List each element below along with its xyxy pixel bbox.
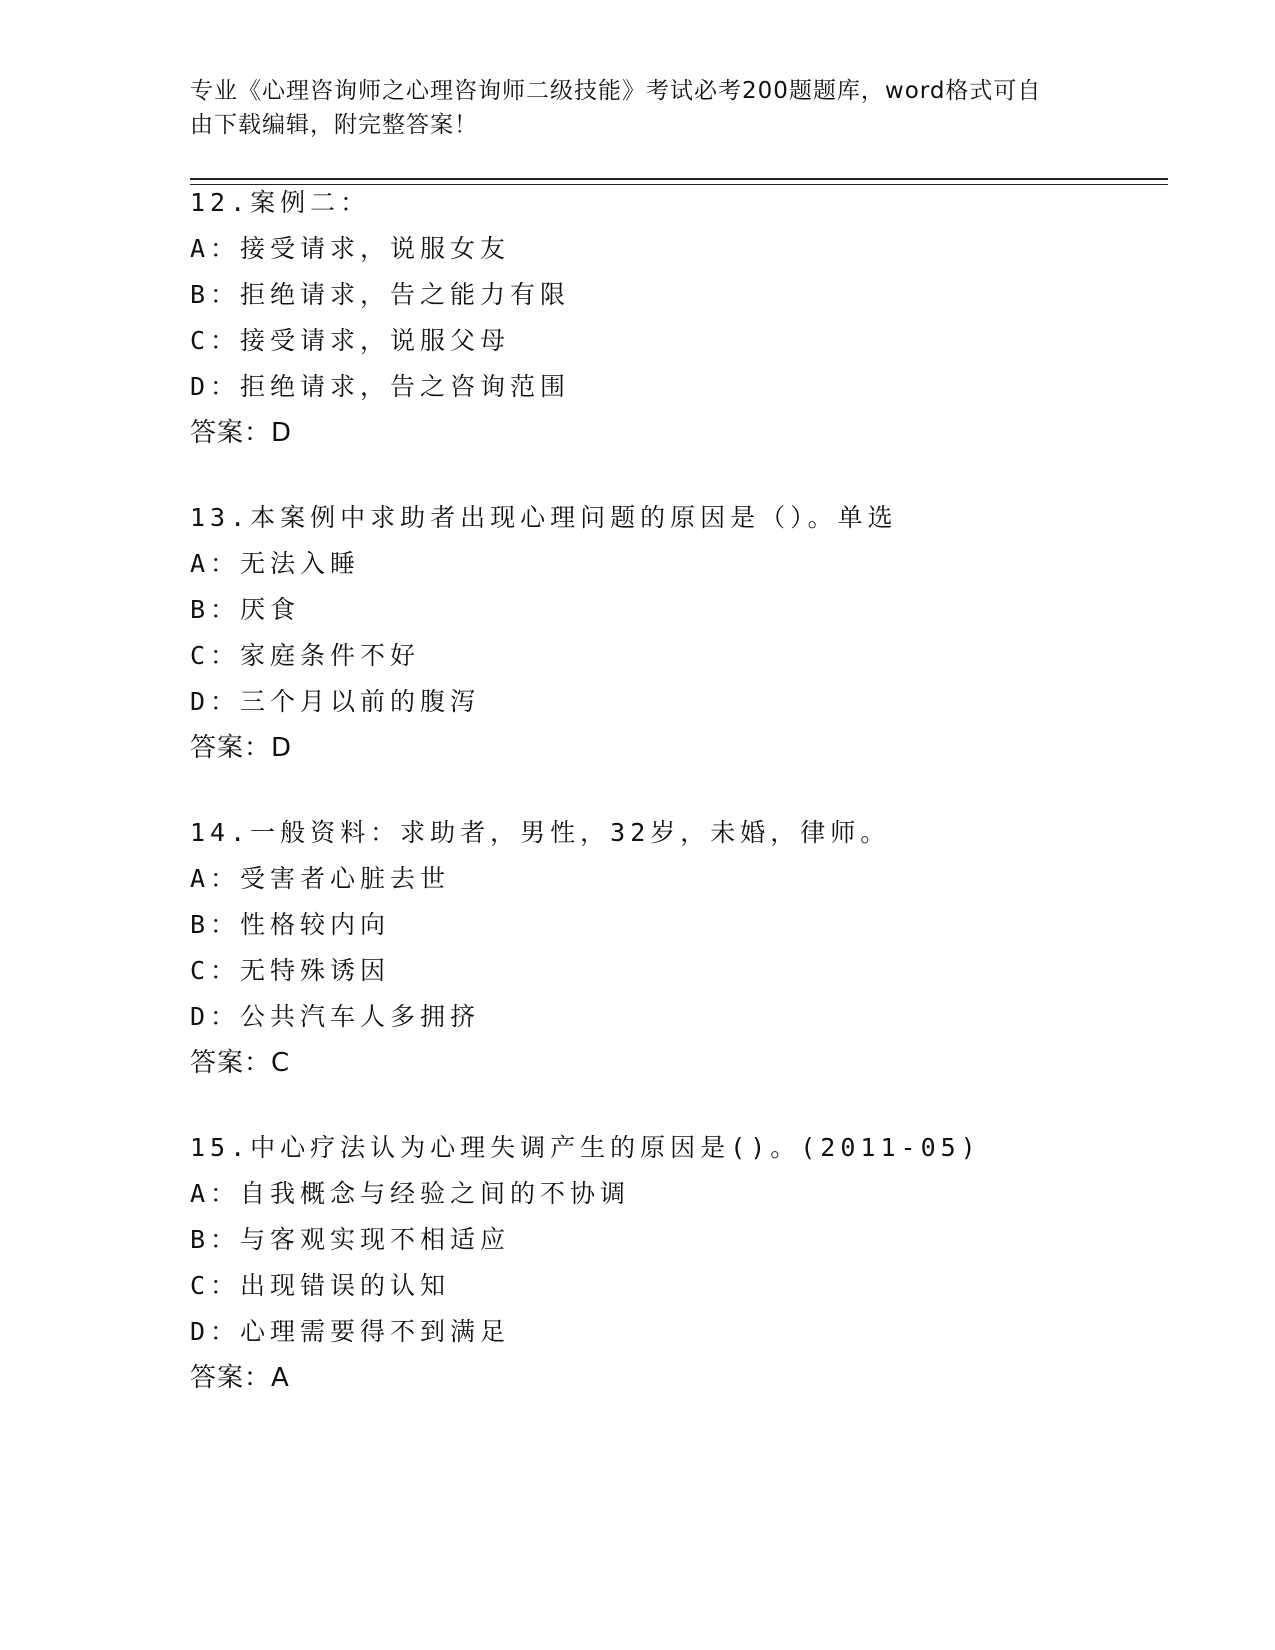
answer-line: 答案：D [190, 733, 293, 763]
header-line-2: 由下载编辑，附完整答案！ [190, 112, 478, 138]
option-d: D：拒绝请求，告之咨询范围 [190, 372, 571, 401]
document-header [190, 74, 1090, 142]
question-block-13 [190, 495, 1190, 771]
option-b: B：厌食 [190, 595, 301, 624]
option-a: A：自我概念与经验之间的不协调 [190, 1179, 631, 1208]
question-block-15 [190, 1125, 1190, 1401]
option-c: C：无特殊诱因 [190, 956, 391, 985]
option-d: D：公共汽车人多拥挤 [190, 1002, 481, 1031]
header-line-1: 专业《心理咨询师之心理咨询师二级技能》考试必考200题题库，word格式可自 [190, 78, 1042, 104]
option-c: C：出现错误的认知 [190, 1271, 451, 1300]
answer-line: 答案：C [190, 1048, 291, 1078]
option-d: D：心理需要得不到满足 [190, 1317, 511, 1346]
option-b: B：拒绝请求，告之能力有限 [190, 280, 571, 309]
option-c: C：家庭条件不好 [190, 641, 421, 670]
option-c: C：接受请求，说服父母 [190, 326, 511, 355]
question-block-12 [190, 180, 1190, 456]
option-a: A：受害者心脏去世 [190, 864, 451, 893]
option-d: D：三个月以前的腹泻 [190, 687, 481, 716]
option-a: A：接受请求，说服女友 [190, 234, 511, 263]
question-stem: 12.案例二： [190, 188, 371, 217]
option-a: A：无法入睡 [190, 549, 361, 578]
answer-line: 答案：D [190, 418, 293, 448]
option-b: B：与客观实现不相适应 [190, 1225, 511, 1254]
answer-line: 答案：A [190, 1363, 290, 1393]
question-stem: 15.中心疗法认为心理失调产生的原因是()。(2011-05) [190, 1133, 981, 1162]
question-stem: 14.一般资料：求助者，男性，32岁，未婚，律师。 [190, 818, 891, 847]
question-stem: 13.本案例中求助者出现心理问题的原因是（）。单选 [190, 503, 898, 532]
question-block-14 [190, 810, 1190, 1086]
option-b: B：性格较内向 [190, 910, 391, 939]
